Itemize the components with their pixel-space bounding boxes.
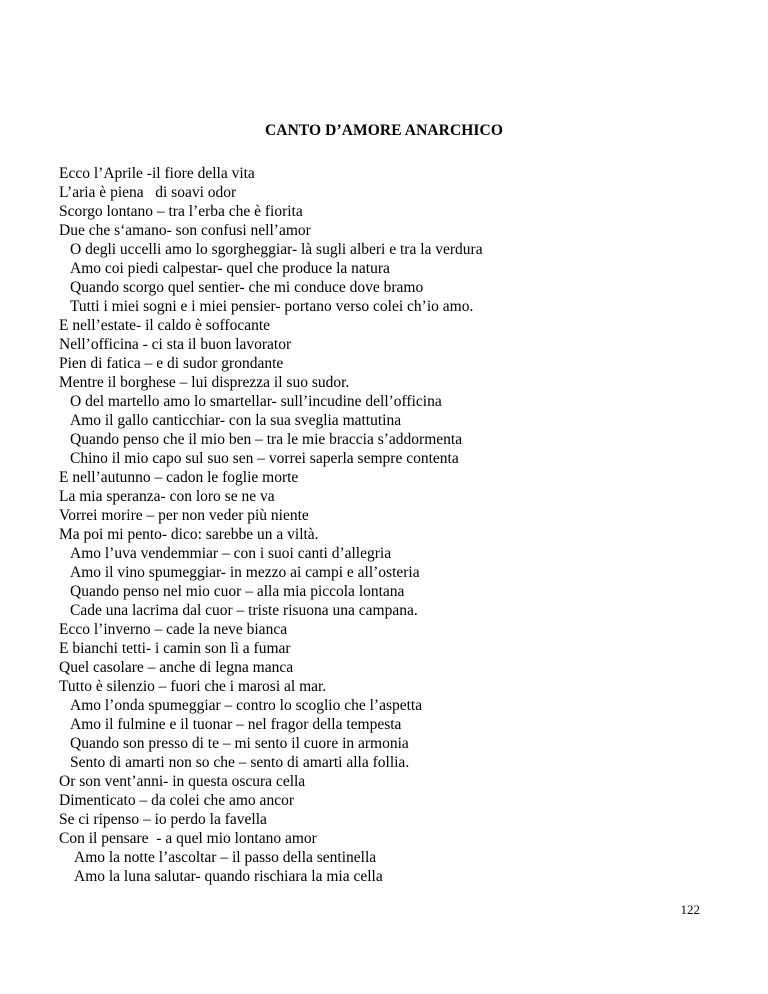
poem-line: Vorrei morire – per non veder più niente bbox=[59, 507, 309, 524]
poem-line: Chino il mio capo sul suo sen – vorrei saperla sempre contenta bbox=[70, 450, 459, 467]
poem-line: Tutto è silenzio – fuori che i marosi al mar. bbox=[59, 678, 327, 695]
poem-line: Amo la notte l’ascoltar – il passo della sentinella bbox=[74, 849, 377, 866]
poem-line: Amo il gallo canticchiar- con la sua sveglia mattutina bbox=[70, 412, 402, 429]
poem-line: Quando penso nel mio cuor – alla mia piccola lontana bbox=[70, 583, 405, 600]
poem-line: Quando son presso di te – mi sento il cuore in armonia bbox=[70, 735, 409, 752]
poem-line: Ecco l’inverno – cade la neve bianca bbox=[59, 621, 288, 638]
poem-line: O del martello amo lo smartellar- sull’incudine dell’officina bbox=[70, 393, 442, 410]
poem-line: Ma poi mi pento- dico: sarebbe un a viltà. bbox=[59, 526, 319, 543]
poem-line: Mentre il borghese – lui disprezza il suo sudor. bbox=[59, 374, 350, 391]
poem-line: Or son vent’anni- in questa oscura cella bbox=[59, 773, 306, 790]
poem-line: Amo coi piedi calpestar- quel che produce la natura bbox=[70, 260, 390, 277]
poem-line: Sento di amarti non so che – sento di amarti alla follia. bbox=[70, 754, 410, 771]
poem-line: O degli uccelli amo lo sgorgheggiar- là sugli alberi e tra la verdura bbox=[70, 241, 483, 258]
poem-line: Quando scorgo quel sentier- che mi conduce dove bramo bbox=[70, 279, 424, 296]
poem-line: E nell’estate- il caldo è soffocante bbox=[59, 317, 271, 334]
poem-line: Quel casolare – anche di legna manca bbox=[59, 659, 294, 676]
poem-line: Amo il fulmine e il tuonar – nel fragor della tempesta bbox=[70, 716, 402, 733]
poem-body bbox=[59, 164, 739, 886]
poem-title: CANTO D’AMORE ANARCHICO bbox=[265, 122, 503, 139]
poem-line: Se ci ripenso – io perdo la favella bbox=[59, 811, 267, 828]
poem-line: Amo l’uva vendemmiar – con i suoi canti d’allegria bbox=[70, 545, 392, 562]
poem-line: Quando penso che il mio ben – tra le mie braccia s’addormenta bbox=[70, 431, 463, 448]
poem-line: Amo il vino spumeggiar- in mezzo ai campi e all’osteria bbox=[70, 564, 420, 581]
poem-line: Cade una lacrima dal cuor – triste risuona una campana. bbox=[70, 602, 418, 619]
poem-line: Con il pensare - a quel mio lontano amor bbox=[59, 830, 317, 847]
poem-line: Tutti i miei sogni e i miei pensier- portano verso colei ch’io amo. bbox=[70, 298, 474, 315]
page-number: 122 bbox=[680, 902, 700, 917]
poem-line: L’aria è piena di soavi odor bbox=[59, 184, 237, 201]
poem-line: Nell’officina - ci sta il buon lavorator bbox=[59, 336, 292, 353]
poem-line: Pien di fatica – e di sudor grondante bbox=[59, 355, 284, 372]
poem-line: Amo l’onda spumeggiar – contro lo scoglio che l’aspetta bbox=[70, 697, 423, 714]
poem-line: Ecco l’Aprile -il fiore della vita bbox=[59, 165, 255, 182]
poem-line: La mia speranza- con loro se ne va bbox=[59, 488, 275, 505]
poem-line: Due che s‘amano- son confusi nell’amor bbox=[59, 222, 311, 239]
poem-line: E nell’autunno – cadon le foglie morte bbox=[59, 469, 299, 486]
poem-line: Dimenticato – da colei che amo ancor bbox=[59, 792, 294, 809]
poem-line: Scorgo lontano – tra l’erba che è fiorita bbox=[59, 203, 303, 220]
poem-line: E bianchi tetti- i camin son lì a fumar bbox=[59, 640, 291, 657]
poem-line: Amo la luna salutar- quando rischiara la mia cella bbox=[74, 868, 383, 885]
